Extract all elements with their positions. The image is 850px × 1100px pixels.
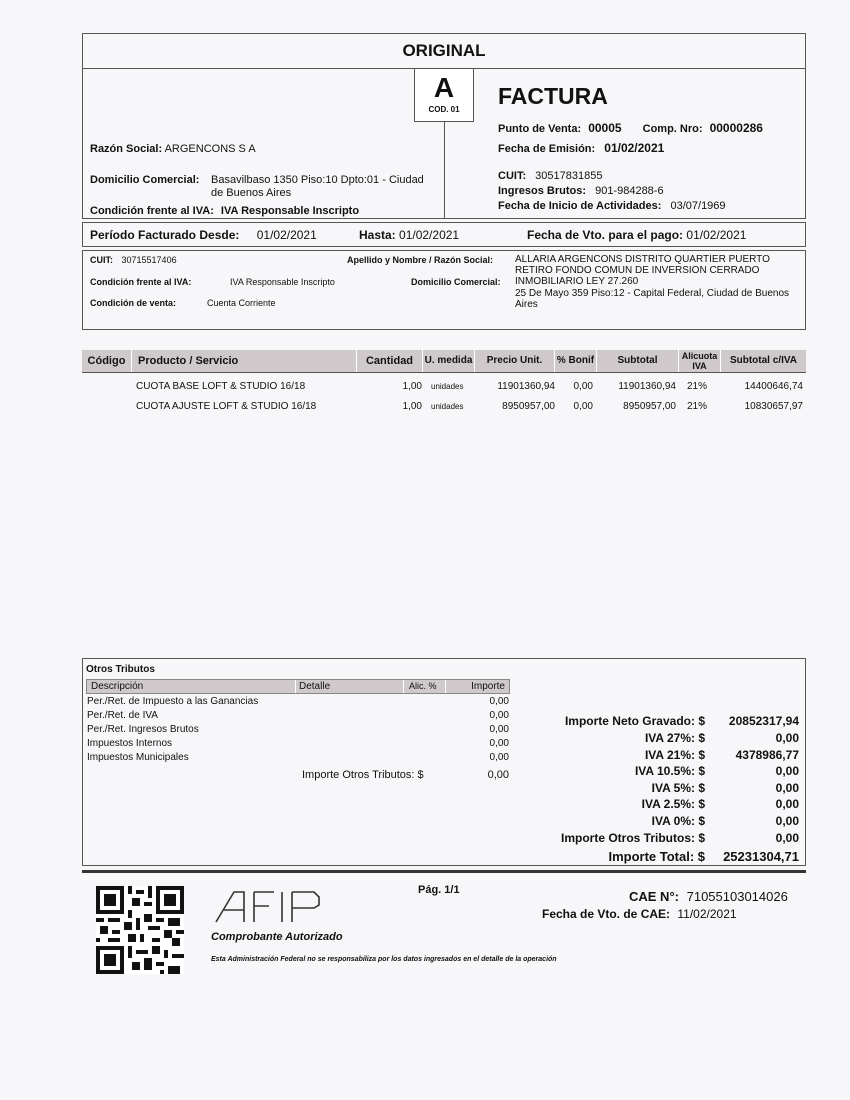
invoice-iibb-row xyxy=(498,185,664,197)
otros-h-alic: Alic. % xyxy=(409,681,437,691)
invoice-fecha-row xyxy=(498,141,664,155)
issuer-domicilio-l2: de Buenos Aires xyxy=(211,187,292,199)
total-label: IVA 2.5%: $ xyxy=(641,797,705,811)
total-label: IVA 21%: $ xyxy=(644,748,705,762)
list-item-importe: 0,00 xyxy=(489,724,509,735)
total-value: 0,00 xyxy=(775,781,799,795)
disclaimer: Esta Administración Federal no se responsabiliza por los datos ingresados en el detalle de la operación xyxy=(211,956,557,963)
desde-value: 01/02/2021 xyxy=(256,228,317,242)
otros-title: Otros Tributos xyxy=(86,664,155,675)
client-iva-value: IVA Responsable Inscripto xyxy=(230,277,335,287)
issuer-domicilio-l1: Basavilbaso 1350 Piso:10 Dpto:01 - Ciudad xyxy=(211,174,424,186)
total-value: 0,00 xyxy=(775,831,799,845)
client-nombre-label: Apellido y Nombre / Razón Social: xyxy=(347,255,494,265)
col-umedida: U. medida xyxy=(423,350,475,372)
comp-value: 00000286 xyxy=(709,121,763,135)
list-item: Per./Ret. Ingresos Brutos xyxy=(87,724,199,735)
col-cantidad: Cantidad xyxy=(357,350,423,372)
item-subtotal-iva: 14400646,74 xyxy=(744,381,803,392)
item-producto: CUOTA BASE LOFT & STUDIO 16/18 xyxy=(136,381,306,392)
invoice-inicio-row xyxy=(498,200,726,212)
col-precio: Precio Unit. xyxy=(475,350,555,372)
client-iva-label: Condición frente al IVA: xyxy=(90,277,192,287)
total-label: IVA 10.5%: $ xyxy=(634,764,705,778)
client-nombre-l2: RETIRO FONDO COMUN DE INVERSION CERRADO xyxy=(515,265,760,276)
col-alicuota-l2: IVA xyxy=(692,361,707,371)
total-label: IVA 5%: $ xyxy=(651,781,705,795)
total-label: IVA 27%: $ xyxy=(644,731,705,745)
qr-code-icon xyxy=(96,886,184,974)
otros-total-value: 0,00 xyxy=(487,769,509,781)
item-subtotal-iva: 10830657,97 xyxy=(744,401,803,412)
cae-label: CAE N°: xyxy=(629,889,679,904)
total-value: 0,00 xyxy=(775,764,799,778)
cae-vto-value: 11/02/2021 xyxy=(677,907,737,921)
list-item-importe: 0,00 xyxy=(489,752,509,763)
comprobante-autorizado: Comprobante Autorizado xyxy=(211,931,343,943)
issuer-iva xyxy=(90,205,359,217)
col-codigo: Código xyxy=(82,350,132,372)
total-value: 4378986,77 xyxy=(735,748,799,762)
list-item: Impuestos Internos xyxy=(87,738,173,749)
vto-row xyxy=(527,228,746,242)
client-cuit-row xyxy=(90,255,177,265)
item-subtotal: 11901360,94 xyxy=(618,381,676,392)
otros-h-detalle: Detalle xyxy=(299,681,331,692)
col-alicuota-l1: Alicuota xyxy=(681,351,718,361)
cae-vto-row xyxy=(542,907,737,921)
client-nombre-l3: INMOBILIARIO LEY 27.260 xyxy=(515,276,639,287)
otros-h-desc: Descripción xyxy=(91,681,144,692)
fecha-value: 01/02/2021 xyxy=(604,141,665,155)
iibb-label: Ingresos Brutos: xyxy=(498,185,587,197)
otros-hdr-sep xyxy=(295,680,296,693)
desde-label: Período Facturado Desde: xyxy=(90,228,240,242)
list-item: Per./Ret. de Impuesto a las Ganancias xyxy=(87,696,259,707)
col-producto: Producto / Servicio xyxy=(132,350,357,372)
issuer-razon-value: ARGENCONS S A xyxy=(164,143,256,155)
client-nombre-l1: ALLARIA ARGENCONS DISTRITO QUARTIER PUERTO xyxy=(515,254,770,265)
item-bonif: 0,00 xyxy=(573,381,593,392)
item-alicuota: 21% xyxy=(687,381,708,392)
invoice-letter: A xyxy=(433,72,455,103)
period-row xyxy=(90,228,317,242)
client-cuit-label: CUIT: xyxy=(90,255,113,265)
doc-type: FACTURA xyxy=(498,83,608,109)
item-precio: 8950957,00 xyxy=(502,401,555,412)
hasta-row xyxy=(359,228,459,242)
otros-header xyxy=(86,679,510,694)
col-subtotal: Subtotal xyxy=(597,350,679,372)
hasta-value: 01/02/2021 xyxy=(399,228,460,242)
cae-row xyxy=(629,889,788,904)
col-alicuota xyxy=(679,350,721,372)
item-bonif: 0,00 xyxy=(573,401,593,412)
vto-label: Fecha de Vto. para el pago: xyxy=(527,228,684,242)
item-subtotal: 8950957,00 xyxy=(623,401,676,412)
afip-logo-text xyxy=(214,890,324,924)
invoice-cuit-row xyxy=(498,170,602,182)
cae-vto-label: Fecha de Vto. de CAE: xyxy=(542,907,671,921)
col-subtotal-iva: Subtotal c/IVA xyxy=(729,355,798,366)
copy-label: ORIGINAL xyxy=(402,41,486,60)
issuer-razon-label: Razón Social: xyxy=(90,143,163,155)
comp-label: Comp. Nro: xyxy=(642,123,703,135)
tributos-box xyxy=(82,658,806,866)
grand-total-label: Importe Total: $ xyxy=(608,849,705,864)
item-umedida: unidades xyxy=(431,402,464,411)
cuit-value: 30517831855 xyxy=(535,170,603,182)
item-cantidad: 1,00 xyxy=(402,401,422,412)
item-precio: 11901360,94 xyxy=(497,381,555,392)
vto-value: 01/02/2021 xyxy=(686,228,747,242)
fecha-label: Fecha de Emisión: xyxy=(498,143,596,155)
cuit-label: CUIT: xyxy=(498,170,527,182)
total-value: 20852317,94 xyxy=(728,714,799,728)
pv-label: Punto de Venta: xyxy=(498,123,582,135)
cae-value: 71055103014026 xyxy=(686,889,788,904)
issuer-razon xyxy=(90,143,256,155)
iibb-value: 901-984288-6 xyxy=(595,185,664,197)
total-value: 0,00 xyxy=(775,814,799,828)
client-dom-l1: 25 De Mayo 359 Piso:12 - Capital Federal, Ciudad de Buenos xyxy=(515,288,790,299)
invoice-cod: COD. 01 xyxy=(428,105,460,114)
table-row xyxy=(82,401,806,415)
otros-hdr-sep xyxy=(445,680,446,693)
grand-total-value: 25231304,71 xyxy=(723,849,799,864)
client-dom-l2: Aires xyxy=(515,299,538,310)
total-label: Importe Otros Tributos: $ xyxy=(560,831,705,845)
table-row xyxy=(82,381,806,395)
item-cantidad: 1,00 xyxy=(402,381,422,392)
item-umedida: unidades xyxy=(431,382,464,391)
issuer-iva-label: Condición frente al IVA: xyxy=(90,205,214,217)
client-dom-label: Domicilio Comercial: xyxy=(411,277,501,287)
list-item: Impuestos Municipales xyxy=(87,752,189,763)
item-alicuota: 21% xyxy=(687,401,708,412)
hasta-label: Hasta: xyxy=(359,228,396,242)
total-label: Importe Neto Gravado: $ xyxy=(564,714,705,728)
inicio-value: 03/07/1969 xyxy=(670,200,726,212)
footer-top-line xyxy=(82,870,806,873)
pv-value: 00005 xyxy=(588,121,622,135)
item-producto: CUOTA AJUSTE LOFT & STUDIO 16/18 xyxy=(136,401,317,412)
items-header xyxy=(82,350,806,373)
client-cuit-value: 30715517406 xyxy=(121,255,177,265)
issuer-domicilio-label: Domicilio Comercial: xyxy=(90,174,200,186)
total-label: IVA 0%: $ xyxy=(651,814,705,828)
list-item-importe: 0,00 xyxy=(489,696,509,707)
client-venta-label: Condición de venta: xyxy=(90,298,177,308)
list-item: Per./Ret. de IVA xyxy=(87,710,158,721)
total-value: 0,00 xyxy=(775,731,799,745)
otros-total-label: Importe Otros Tributos: $ xyxy=(302,769,424,781)
total-value: 0,00 xyxy=(775,797,799,811)
header-center-line xyxy=(444,122,445,219)
otros-h-importe: Importe xyxy=(471,681,505,692)
invoice-pv-row xyxy=(498,121,763,135)
inicio-label: Fecha de Inicio de Actividades: xyxy=(498,200,662,212)
issuer-iva-value: IVA Responsable Inscripto xyxy=(220,205,360,217)
list-item-importe: 0,00 xyxy=(489,738,509,749)
otros-hdr-sep xyxy=(403,680,404,693)
client-venta-value: Cuenta Corriente xyxy=(207,298,276,308)
page-number: Pág. 1/1 xyxy=(418,884,460,896)
col-bonif: % Bonif xyxy=(555,350,597,372)
list-item-importe: 0,00 xyxy=(489,710,509,721)
